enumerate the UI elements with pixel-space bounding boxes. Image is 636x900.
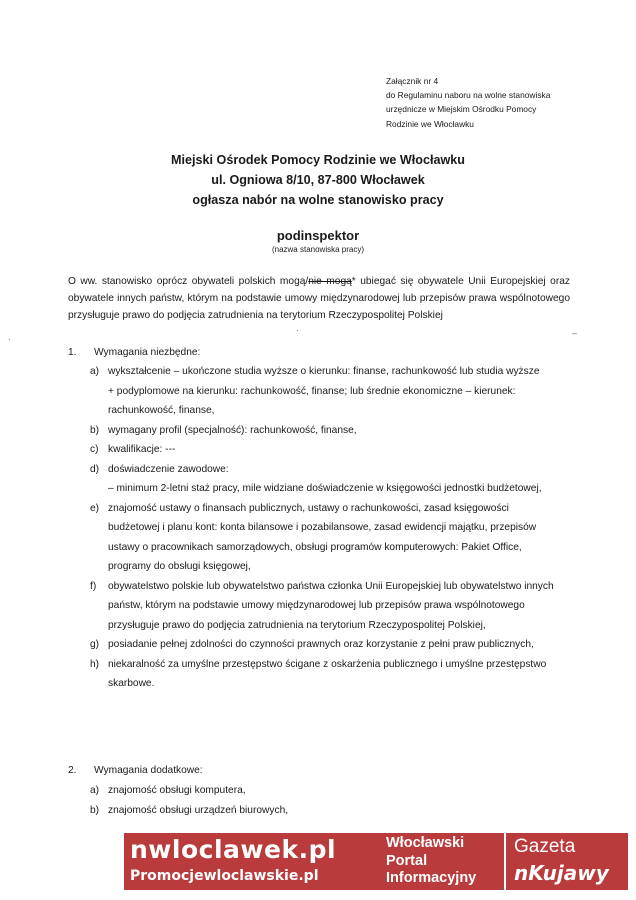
institution-name: Miejski Ośrodek Pomocy Rodzinie we Włocławku <box>171 153 465 167</box>
list-item-line: skarbowe. <box>108 678 155 689</box>
list-item <box>90 440 570 460</box>
additional-list <box>90 781 570 820</box>
announcement-title: ogłasza nabór na wolne stanowisko pracy <box>192 193 444 207</box>
list-item-text <box>108 421 570 441</box>
list-item-line: budżetowej i planu kont: konta bilansowe i pozabilansowe, zasad ewidencji majątku, przepisów <box>108 522 537 533</box>
list-item-text <box>108 362 570 421</box>
position-block <box>0 227 636 255</box>
scan-mark: – <box>572 328 578 338</box>
section-title-additional <box>68 763 203 779</box>
intro-text-before: O ww. stanowisko oprócz obywateli polskich mogą/ <box>68 276 309 287</box>
intro-paragraph <box>68 273 570 324</box>
attachment-line: Rodzinie we Włocławku <box>386 118 474 129</box>
portal-line: Portal <box>386 852 428 869</box>
list-item-text <box>108 499 570 577</box>
intro-text-after: * ubiegać się obywatele Unii Europejskiej oraz obywatele innych państw, którym na podstawie umowy międzynarodowej lub przepisów prawa wspólnotowego przysługuje prawo do podjęcia zatrudnienia na terytorium Rzeczypospolitej Polskiej <box>68 276 570 321</box>
list-item <box>90 635 570 655</box>
list-item-text <box>108 801 570 821</box>
list-item-line: niekaralność za umyślne przestępstwo ścigane z oskarżenia publicznego i umyślne przestępstwo <box>108 658 547 670</box>
list-item-label: h) <box>90 658 100 670</box>
list-item-line: programy do obsługi księgowej, <box>108 561 251 572</box>
list-item-line: doświadczenie zawodowe: <box>108 463 229 475</box>
list-item-line: obywatelstwo polskie lub obywatelstwo państwa członka Unii Europejskiej lub obywatelstwo innych <box>108 580 554 592</box>
gazeta-label: Gazeta <box>514 836 576 857</box>
section-number: 2. <box>68 765 77 776</box>
list-item-line: przysługuje prawo do podjęcia zatrudnienia na terytorium Rzeczypospolitej Polskiej, <box>108 619 486 631</box>
intro-struck-text: nie mogą <box>308 276 352 287</box>
list-item-line: posiadanie pełnej zdolności do czynności prawnych oraz korzystanie z pełni praw publicznych, <box>108 639 534 650</box>
section-number: 1. <box>68 347 77 358</box>
list-item-label: e) <box>90 502 100 514</box>
list-item-text <box>108 440 570 460</box>
list-item-text <box>108 781 570 801</box>
watermark-banner <box>124 833 628 890</box>
list-item-line: wykształcenie – ukończone studia wyższe o kierunku: finanse, rachunkowość lub studia wyższe <box>108 366 540 377</box>
list-item-label: b) <box>90 804 100 816</box>
list-item-text <box>108 460 570 499</box>
list-item-text <box>108 577 570 636</box>
list-item-line: kwalifikacje: --- <box>108 444 176 455</box>
list-item-label: c) <box>90 444 99 455</box>
list-item-line: ustawy o pracownikach samorządowych, obsługi programów komputerowych: Pakiet Office, <box>108 541 522 553</box>
list-item-text <box>108 635 570 655</box>
list-item-label: a) <box>90 366 100 377</box>
promo-site: Promocjewloclawskie.pl <box>130 868 319 884</box>
position-hint: (nazwa stanowiska pracy) <box>271 245 365 254</box>
attachment-note <box>386 74 626 131</box>
scan-mark: ˎ <box>8 330 11 340</box>
list-item <box>90 460 570 499</box>
list-item-line: rachunkowość, finanse, <box>108 405 215 416</box>
list-item <box>90 499 570 577</box>
section-heading: Wymagania dodatkowe: <box>94 765 203 776</box>
list-item-line: + podyplomowe na kierunku: rachunkowość, finanse; lub średnie ekonomiczne – kierunek: <box>108 385 516 397</box>
list-item <box>90 362 570 421</box>
list-item-label: f) <box>90 580 97 592</box>
position-name: podinspektor <box>276 228 360 243</box>
list-item-line: wymagany profil (specjalność): rachunkowość, finanse, <box>108 424 357 436</box>
site-name: nwloclawek.pl <box>130 835 337 864</box>
list-item-line: znajomość obsługi urządzeń biurowych, <box>108 804 289 816</box>
list-item <box>90 801 570 821</box>
list-item <box>90 577 570 636</box>
list-item-line: państw, którym na podstawie umowy międzynarodowej lub przepisów prawa wspólnotowego <box>108 600 525 611</box>
list-item <box>90 421 570 441</box>
attachment-line: Załącznik nr 4 <box>386 76 439 86</box>
institution-address: ul. Ogniowa 8/10, 87-800 Włocławek <box>211 173 425 187</box>
list-item-label: a) <box>90 785 100 796</box>
list-item-label: d) <box>90 463 100 475</box>
banner-divider <box>504 833 506 890</box>
scan-mark: · <box>296 325 299 335</box>
kujawy-label: nKujawy <box>514 861 609 885</box>
list-item-line: znajomość obsługi komputera, <box>108 785 246 796</box>
list-item <box>90 781 570 801</box>
section-heading: Wymagania niezbędne: <box>94 347 201 358</box>
required-list <box>90 362 570 694</box>
portal-line: Włocławski <box>386 835 465 851</box>
list-item-line: znajomość ustawy o finansach publicznych, ustawy o rachunkowości, zasad księgowości <box>108 502 509 514</box>
document-header <box>0 150 636 210</box>
list-item-line: – minimum 2-letni staż pracy, mile widziane doświadczenie w księgowości jednostki budżetowej, <box>108 483 542 494</box>
list-item-label: g) <box>90 639 100 650</box>
list-item <box>90 655 570 694</box>
attachment-line: urzędnicze w Miejskim Ośrodku Pomocy <box>386 104 537 115</box>
portal-label <box>386 835 508 888</box>
attachment-line: do Regulaminu naboru na wolne stanowiska <box>386 90 551 101</box>
list-item-label: b) <box>90 424 100 436</box>
section-title-required <box>68 345 200 361</box>
list-item-text <box>108 655 570 694</box>
portal-line: Informacyjny <box>386 870 477 886</box>
